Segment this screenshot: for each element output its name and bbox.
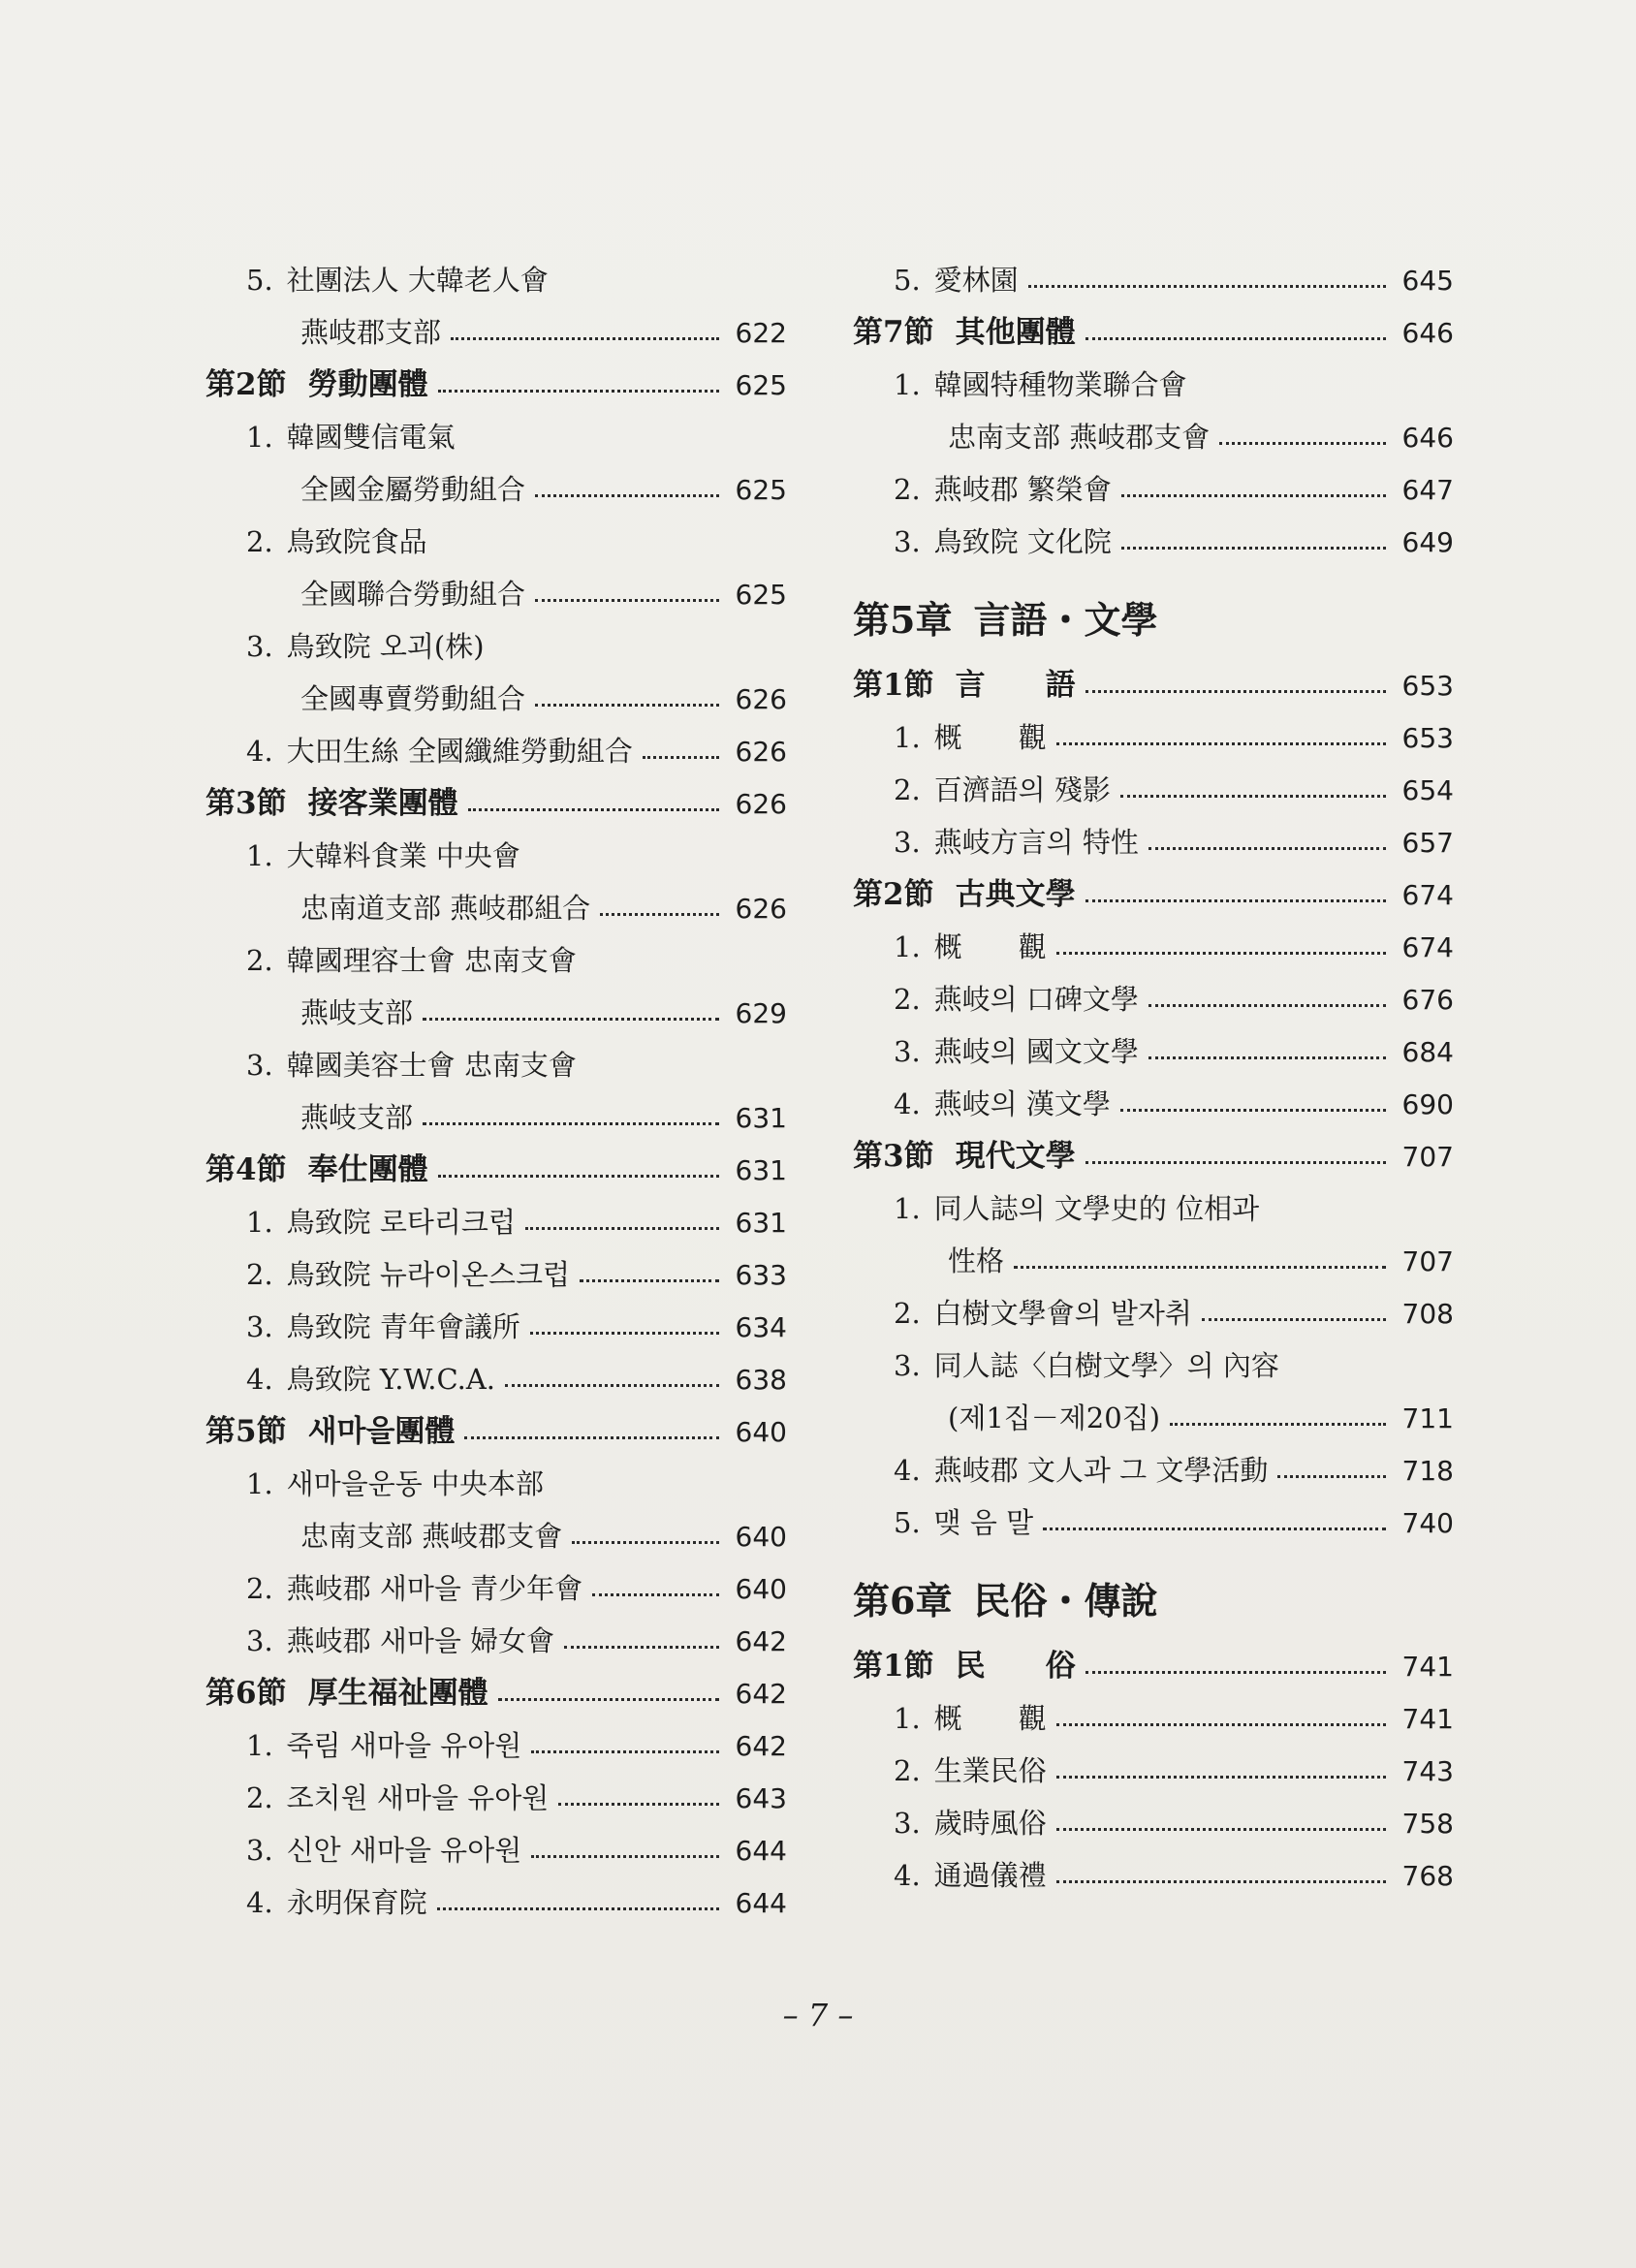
entry-title: 조치원 새마을 유아원 [286, 1781, 550, 1814]
entry-title: 言語・文學 [973, 598, 1158, 642]
page-number-ref: 711 [1401, 1402, 1454, 1434]
page-number-ref: 653 [1401, 722, 1454, 754]
page-number-ref: 657 [1401, 827, 1454, 859]
page-number-ref: 631 [735, 1207, 787, 1239]
entry-title: 鳥致院 文化院 [933, 525, 1112, 558]
dot-leader [1277, 1475, 1386, 1478]
dot-leader [1085, 337, 1386, 340]
entry-number: 第2節 [853, 877, 934, 912]
toc-subitem [853, 1235, 1454, 1287]
entry-title: 同人誌〈白樹文學〉의 內容 [933, 1349, 1279, 1382]
toc-item [853, 1692, 1454, 1745]
section-heading [853, 1130, 1454, 1182]
entry-title: 永明保育院 [286, 1886, 427, 1919]
entry-number: 第6節 [205, 1676, 287, 1711]
dot-leader [531, 1750, 719, 1753]
page-number-ref: 649 [1401, 526, 1454, 558]
toc-item [205, 1301, 787, 1353]
dot-leader [423, 1018, 719, 1021]
page-number-ref: 743 [1401, 1755, 1454, 1787]
section-heading [853, 1640, 1454, 1692]
toc-item [853, 764, 1454, 816]
toc-item [853, 1025, 1454, 1078]
entry-title: 燕岐支部 [300, 1101, 414, 1134]
toc-item [853, 516, 1454, 568]
entry-title: 通過儀禮 [933, 1859, 1047, 1892]
section-heading [205, 359, 787, 411]
page-number-ref: 626 [735, 683, 787, 715]
entry-number: 2. [246, 525, 273, 558]
entry-title: 죽림 새마을 유아원 [286, 1729, 522, 1762]
page-number-ref: 626 [735, 736, 787, 768]
dot-leader [1148, 1004, 1386, 1007]
toc-subitem [205, 568, 787, 620]
page-number-ref: 625 [735, 369, 787, 401]
dot-leader [558, 1803, 719, 1806]
page-number-ref: 741 [1401, 1703, 1454, 1735]
entry-number: 第3節 [205, 786, 287, 821]
toc-item [205, 934, 787, 987]
dot-leader [535, 704, 719, 707]
entry-number: 1. [246, 839, 273, 872]
entry-number: 4. [246, 1886, 273, 1919]
entry-title: 古典文學 [955, 877, 1076, 912]
dot-leader [1056, 1828, 1386, 1831]
entry-number: 3. [894, 1807, 921, 1840]
entry-title: 白樹文學會의 발자취 [933, 1297, 1192, 1330]
toc-item [853, 1287, 1454, 1339]
page-number-ref: 626 [735, 893, 787, 925]
entry-title: 鳥致院 青年會議所 [286, 1310, 520, 1343]
page-number-ref: 674 [1401, 879, 1454, 911]
page-number-ref: 676 [1401, 984, 1454, 1016]
toc-subitem [853, 1392, 1454, 1444]
page-number: – 7 – [782, 1997, 854, 2033]
page-number-ref: 622 [735, 317, 787, 349]
toc-item [853, 254, 1454, 306]
entry-number: 3. [894, 1035, 921, 1068]
page-number-ref: 674 [1401, 931, 1454, 963]
dot-leader [423, 1122, 719, 1125]
toc-item [205, 1824, 787, 1876]
toc-item [853, 463, 1454, 516]
page-number-ref: 644 [735, 1835, 787, 1867]
dot-leader [580, 1279, 719, 1282]
dot-leader [468, 808, 719, 811]
toc-item [853, 921, 1454, 973]
dot-leader [1120, 795, 1386, 798]
toc-item [853, 1745, 1454, 1797]
entry-number: 4. [894, 1454, 921, 1487]
entry-number: 3. [894, 525, 921, 558]
dot-leader [1170, 1423, 1386, 1426]
chapter-heading [853, 1562, 1454, 1640]
page-number-ref: 646 [1401, 422, 1454, 454]
dot-leader [535, 599, 719, 602]
entry-title: 韓國特種物業聯合會 [933, 368, 1187, 401]
page-number-ref: 642 [735, 1730, 787, 1762]
dot-leader [1202, 1318, 1386, 1321]
page-number-ref: 625 [735, 579, 787, 611]
entry-title: 歲時風俗 [933, 1807, 1047, 1840]
entry-number: 1. [246, 421, 273, 454]
dot-leader [438, 1175, 719, 1178]
dot-leader [600, 913, 719, 916]
chapter-heading [853, 582, 1454, 659]
entry-number: 2. [894, 1297, 921, 1330]
dot-leader [1056, 1776, 1386, 1779]
toc-subitem [205, 987, 787, 1039]
entry-title: 燕岐郡 文人과 그 文學活動 [933, 1454, 1269, 1487]
dot-leader [1120, 1109, 1386, 1112]
toc-subitem [205, 882, 787, 934]
dot-leader [451, 337, 719, 340]
toc-subitem [853, 411, 1454, 463]
page-number-ref: 644 [735, 1887, 787, 1919]
section-heading [853, 659, 1454, 711]
entry-number: 1. [246, 1206, 273, 1239]
dot-leader [1056, 952, 1386, 955]
entry-title: 百濟語의 殘影 [933, 773, 1111, 806]
entry-title: 愛林園 [933, 264, 1019, 297]
entry-number: 1. [894, 1702, 921, 1735]
entry-title: (제1집－제20집) [948, 1402, 1161, 1434]
toc-item [205, 830, 787, 882]
toc-item [205, 1772, 787, 1824]
page-number-ref: 640 [735, 1416, 787, 1448]
entry-title: 忠南支部 燕岐郡支會 [948, 421, 1211, 454]
entry-title: 概 觀 [933, 930, 1047, 963]
section-heading [853, 306, 1454, 359]
entry-number: 第5章 [853, 598, 953, 642]
entry-number: 1. [246, 1729, 273, 1762]
page-number-ref: 642 [735, 1625, 787, 1657]
toc-subitem [205, 1510, 787, 1562]
toc-right-column [853, 254, 1454, 1902]
page-number-ref: 642 [735, 1678, 787, 1710]
entry-title: 燕岐의 國文文學 [933, 1035, 1139, 1068]
entry-title: 民 俗 [955, 1649, 1076, 1684]
page-number-ref: 740 [1401, 1507, 1454, 1539]
entry-title: 大韓料食業 中央會 [286, 839, 520, 872]
dot-leader [505, 1384, 719, 1387]
entry-number: 4. [246, 1363, 273, 1396]
toc-item [853, 711, 1454, 764]
dot-leader [643, 756, 719, 759]
entry-number: 第7節 [853, 315, 934, 350]
toc-item [205, 1196, 787, 1248]
dot-leader [438, 390, 719, 393]
entry-title: 性格 [948, 1244, 1005, 1277]
entry-title: 忠南道支部 燕岐郡組合 [300, 892, 591, 925]
entry-number: 第6章 [853, 1579, 953, 1622]
section-heading [853, 868, 1454, 921]
toc-item [853, 1849, 1454, 1902]
entry-number: 4. [246, 735, 273, 768]
page-number-ref: 640 [735, 1521, 787, 1553]
entry-number: 3. [246, 1624, 273, 1657]
toc-item [205, 725, 787, 777]
entry-title: 概 觀 [933, 721, 1047, 754]
entry-number: 5. [894, 264, 921, 297]
page-number-ref: 629 [735, 997, 787, 1029]
toc-subitem [205, 306, 787, 359]
page-number-ref: 633 [735, 1259, 787, 1291]
toc-item [205, 1458, 787, 1510]
entry-number: 3. [894, 1349, 921, 1382]
toc-item [853, 1797, 1454, 1849]
page-number-ref: 741 [1401, 1651, 1454, 1683]
entry-number: 1. [894, 1192, 921, 1225]
page-number-ref: 718 [1401, 1455, 1454, 1487]
page-number-ref: 626 [735, 788, 787, 820]
entry-number: 1. [894, 368, 921, 401]
page-number-ref: 707 [1401, 1245, 1454, 1277]
entry-title: 忠南支部 燕岐郡支會 [300, 1520, 563, 1553]
toc-item [853, 359, 1454, 411]
toc-left-column [205, 254, 787, 1929]
entry-title: 接客業團體 [307, 786, 458, 821]
entry-number: 3. [246, 1834, 273, 1867]
page-number-ref: 708 [1401, 1298, 1454, 1330]
entry-number: 3. [894, 826, 921, 859]
entry-title: 民俗・傳說 [973, 1579, 1158, 1622]
dot-leader [498, 1698, 719, 1701]
page-number-ref: 707 [1401, 1141, 1454, 1173]
toc-item [853, 1444, 1454, 1496]
toc-item [205, 1248, 787, 1301]
dot-leader [572, 1541, 719, 1544]
toc-subitem [205, 463, 787, 516]
entry-number: 1. [894, 930, 921, 963]
page-number-ref: 653 [1401, 670, 1454, 702]
toc-item [853, 1182, 1454, 1235]
entry-number: 1. [246, 1467, 273, 1500]
entry-title: 全國聯合勞動組合 [300, 578, 526, 611]
dot-leader [1014, 1266, 1386, 1269]
toc-item [205, 254, 787, 306]
entry-title: 새마을團體 [307, 1414, 456, 1449]
toc-item [205, 411, 787, 463]
page-number-ref: 645 [1401, 265, 1454, 297]
toc-item [853, 973, 1454, 1025]
section-heading [205, 1405, 787, 1458]
entry-title: 社團法人 大韓老人會 [286, 264, 549, 297]
entry-title: 現代文學 [955, 1139, 1076, 1174]
entry-title: 燕岐郡支部 [300, 316, 442, 349]
toc-item [853, 816, 1454, 868]
entry-title: 韓國理容士會 忠南支會 [286, 944, 577, 977]
page-number-ref: 634 [735, 1311, 787, 1343]
dot-leader [1056, 742, 1386, 745]
dot-leader [437, 1907, 719, 1910]
section-heading [205, 1144, 787, 1196]
entry-number: 第4節 [205, 1152, 287, 1187]
entry-title: 鳥致院 Y.W.C.A. [286, 1363, 496, 1396]
dot-leader [1028, 285, 1386, 288]
dot-leader [1056, 1880, 1386, 1883]
entry-title: 全國專賣勞動組合 [300, 682, 526, 715]
entry-title: 鳥致院 로타리크럽 [286, 1206, 516, 1239]
page-number-ref: 631 [735, 1102, 787, 1134]
dot-leader [525, 1227, 719, 1230]
entry-number: 2. [246, 1572, 273, 1605]
page-number-ref: 690 [1401, 1088, 1454, 1120]
toc-item [205, 1039, 787, 1091]
dot-leader [564, 1646, 719, 1649]
entry-title: 言 語 [955, 668, 1076, 703]
page-number-ref: 640 [735, 1573, 787, 1605]
entry-number: 第2節 [205, 367, 287, 402]
entry-title: 韓國美容士會 忠南支會 [286, 1049, 577, 1082]
dot-leader [530, 1332, 719, 1335]
toc-subitem [205, 1091, 787, 1144]
entry-title: 燕岐郡 새마을 婦女會 [286, 1624, 555, 1657]
entry-title: 燕岐郡 새마을 青少年會 [286, 1572, 583, 1605]
entry-number: 4. [894, 1087, 921, 1120]
page-number-ref: 758 [1401, 1808, 1454, 1840]
dot-leader [1085, 1671, 1386, 1674]
entry-number: 3. [246, 1049, 273, 1082]
page-number-ref: 638 [735, 1364, 787, 1396]
entry-title: 奉仕團體 [307, 1152, 428, 1187]
entry-number: 4. [894, 1859, 921, 1892]
entry-number: 1. [894, 721, 921, 754]
entry-number: 3. [246, 630, 273, 663]
page-number-ref: 625 [735, 474, 787, 506]
toc-item [205, 1353, 787, 1405]
toc-subitem [205, 673, 787, 725]
entry-title: 鳥致院食品 [286, 525, 427, 558]
toc-item [853, 1496, 1454, 1549]
entry-number: 第1節 [853, 1649, 934, 1684]
page-number-ref: 643 [735, 1782, 787, 1814]
dot-leader [535, 494, 719, 497]
entry-number: 2. [246, 1781, 273, 1814]
entry-number: 第3節 [853, 1139, 934, 1174]
entry-title: 概 觀 [933, 1702, 1047, 1735]
entry-title: 새마을운동 中央本部 [286, 1467, 544, 1500]
entry-number: 2. [894, 773, 921, 806]
entry-title: 燕岐의 口碑文學 [933, 983, 1139, 1016]
dot-leader [592, 1593, 719, 1596]
entry-title: 大田生絲 全國纖維勞動組合 [286, 735, 633, 768]
entry-title: 生業民俗 [933, 1754, 1047, 1787]
toc-item [205, 1719, 787, 1772]
entry-title: 厚生福祉團體 [307, 1676, 488, 1711]
dot-leader [1148, 1056, 1386, 1059]
page-number-ref: 768 [1401, 1860, 1454, 1892]
entry-title: 燕岐方言의 特性 [933, 826, 1139, 859]
entry-number: 2. [246, 944, 273, 977]
dot-leader [1056, 1723, 1386, 1726]
entry-number: 第5節 [205, 1414, 287, 1449]
toc-item [205, 1562, 787, 1615]
dot-leader [1121, 547, 1386, 550]
toc-item [853, 1078, 1454, 1130]
entry-title: 맺 음 말 [933, 1506, 1034, 1539]
dot-leader [1148, 847, 1386, 850]
entry-number: 2. [894, 983, 921, 1016]
dot-leader [464, 1436, 719, 1439]
entry-number: 2. [894, 473, 921, 506]
page-number-ref: 654 [1401, 774, 1454, 806]
entry-number: 5. [894, 1506, 921, 1539]
entry-title: 韓國雙信電氣 [286, 421, 456, 454]
page-number-ref: 631 [735, 1154, 787, 1186]
dot-leader [531, 1855, 719, 1858]
section-heading [205, 1667, 787, 1719]
page-number-ref: 647 [1401, 474, 1454, 506]
entry-title: 鳥致院 오괴(株) [286, 630, 485, 663]
toc-item [205, 516, 787, 568]
dot-leader [1219, 442, 1386, 445]
entry-title: 燕岐支部 [300, 996, 414, 1029]
entry-number: 5. [246, 264, 273, 297]
dot-leader [1085, 1161, 1386, 1164]
entry-title: 鳥致院 뉴라이온스크럽 [286, 1258, 570, 1291]
entry-title: 燕岐郡 繁榮會 [933, 473, 1112, 506]
toc-item [205, 620, 787, 673]
toc-item [205, 1876, 787, 1929]
entry-title: 신안 새마을 유아원 [286, 1834, 522, 1867]
entry-title: 燕岐의 漢文學 [933, 1087, 1111, 1120]
entry-title: 全國金屬勞動組合 [300, 473, 526, 506]
page-number-ref: 646 [1401, 317, 1454, 349]
entry-title: 勞動團體 [307, 367, 428, 402]
dot-leader [1085, 690, 1386, 693]
entry-number: 2. [246, 1258, 273, 1291]
entry-title: 同人誌의 文學史的 位相과 [933, 1192, 1260, 1225]
entry-number: 2. [894, 1754, 921, 1787]
section-heading [205, 777, 787, 830]
entry-title: 其他團體 [955, 315, 1076, 350]
entry-number: 第1節 [853, 668, 934, 703]
dot-leader [1043, 1528, 1386, 1530]
dot-leader [1085, 899, 1386, 902]
toc-item [853, 1339, 1454, 1392]
dot-leader [1121, 494, 1386, 497]
entry-number: 3. [246, 1310, 273, 1343]
toc-item [205, 1615, 787, 1667]
page-number-ref: 684 [1401, 1036, 1454, 1068]
